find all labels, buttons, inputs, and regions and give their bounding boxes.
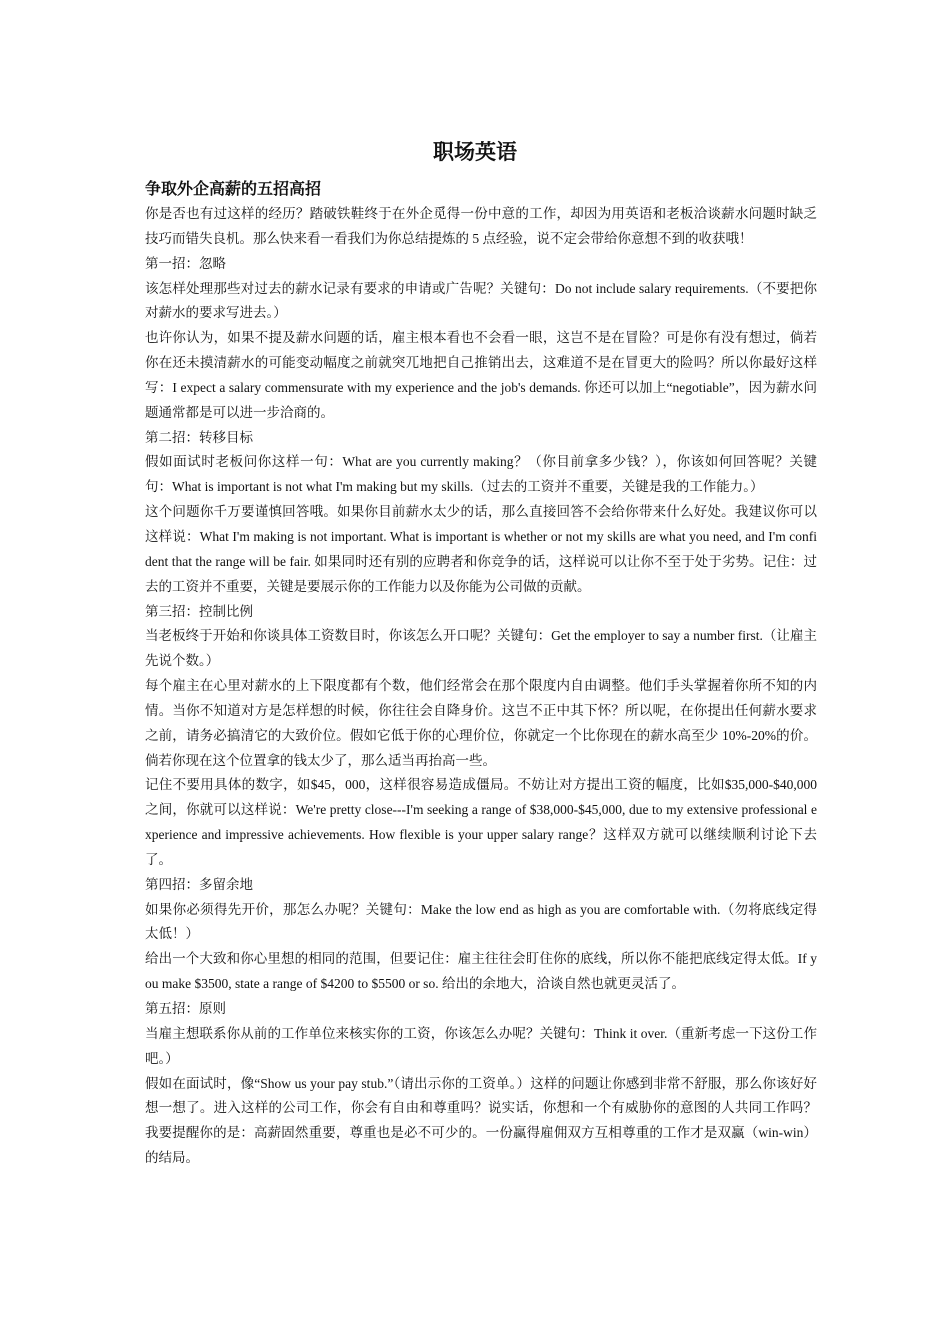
section-heading-2: 第二招：转移目标 [145,429,253,445]
body-paragraph: 每个雇主在心里对薪水的上下限度都有个数，他们经常会在那个限度内自由调整。他们手头掌握着你所不知的内情。当你不知道对方是怎样想的时候，你往往会自降身价。这岂不正中其下怀？所以呢，在你提出任何薪水要求之前，请务必搞清它的大致价位。假如它低于你的心理价位，你就定一个比你现在的薪水高至少 10%-20%的价。倘若你现在这个位置拿的钱太少了，那么适当再抬高一些。 [145,678,817,768]
body-paragraph: 假如在面试时，像“Show us your pay stub.”（请出示你的工资单。）这样的问题让你感到非常不舒服，那么你该好好想一想了。进入这样的公司工作，你会有自由和尊重吗？说实话，你想和一个有威胁你的意图的人共同工作吗？我要提醒你的是：高薪固然重要，尊重也是必不可少的。一份赢得雇佣双方互相尊重的工作才是双赢（win-win）的结局。 [145,1075,817,1166]
section-heading-5: 第五招：原则 [145,1001,226,1016]
intro-paragraph: 你是否也有过这样的经历？踏破铁鞋终于在外企觅得一份中意的工作，却因为用英语和老板洽谈薪水问题时缺乏技巧而错失良机。那么快来看一看我们为你总结提炼的 5 点经验，说不定会带给你意想不到的收获哦！ [145,206,817,246]
article-subtitle: 争取外企高薪的五招高招 [145,179,322,198]
body-paragraph: 如果你必须得先开价，那怎么办呢？关键句：Make the low end as high as you are comfortable with.（勿将底线定得太低！） [145,901,817,942]
body-paragraph: 也许你认为，如果不提及薪水问题的话，雇主根本看也不会看一眼，这岂不是在冒险？可是你有没有想过，倘若你在还未摸清薪水的可能变动幅度之前就突兀地把自己推销出去，这难道不是在冒更大的险吗？所以你最好这样写：I expect a salary commensurate with my experience and the job's demands. 你还可以加上“negotiable”，因为薪水问题通常都是可以进一步洽商的。 [145,330,817,420]
body-paragraph: 假如面试时老板问你这样一句：What are you currently making？（你目前拿多少钱？），你该如何回答呢？关键句：What is important is not what I'm making but my skills.（过去的工资并不重要，关键是我的工作能力。） [145,454,817,495]
body-paragraph: 该怎样处理那些对过去的薪水记录有要求的申请或广告呢？关键句：Do not include salary requirements.（不要把你对薪水的要求写进去。） [145,280,817,321]
section-heading-1: 第一招：忽略 [145,255,226,271]
document-title: 职场英语 [433,140,517,164]
body-paragraph: 这个问题你千万要谨慎回答哦。如果你目前薪水太少的话，那么直接回答不会给你带来什么好处。我建议你可以这样说：What I'm making is not important. What is important is whether or not my skills are what you need, and I'm confident that the range will be fair. 如果同时还有别的应聘者和你竞争的话，这样说可以让你不至于处于劣势。记住：过去的工资并不重要，关键是要展示你的工作能力以及你能为公司做的贡献。 [145,504,817,594]
document-body [145,176,817,1171]
body-paragraph: 记住不要用具体的数字，如$45，000，这样很容易造成僵局。不妨让对方提出工资的幅度，比如$35,000-$40,000 之间，你就可以这样说：We're pretty close---I'm seeking a range of $38,000-$45,000, due to my extensive professional experience and impressive achievements. How flexible is your upper salary range？这样双方就可以继续顺利讨论下去了。 [145,777,817,867]
section-heading-3: 第三招：控制比例 [145,603,253,619]
section-heading-4: 第四招：多留余地 [145,876,253,892]
body-paragraph: 当老板终于开始和你谈具体工资数目时，你该怎么开口呢？关键句：Get the employer to say a number first.（让雇主先说个数。） [145,628,817,669]
body-paragraph: 给出一个大致和你心里想的相同的范围，但要记住：雇主往往会盯住你的底线，所以你不能把底线定得太低。If you make $3500, state a range of $4200 to $5500 or so. 给出的余地大，洽谈自然也就更灵活了。 [145,951,817,992]
body-paragraph: 当雇主想联系你从前的工作单位来核实你的工资，你该怎么办呢？关键句：Think it over.（重新考虑一下这份工作吧。） [145,1025,817,1066]
